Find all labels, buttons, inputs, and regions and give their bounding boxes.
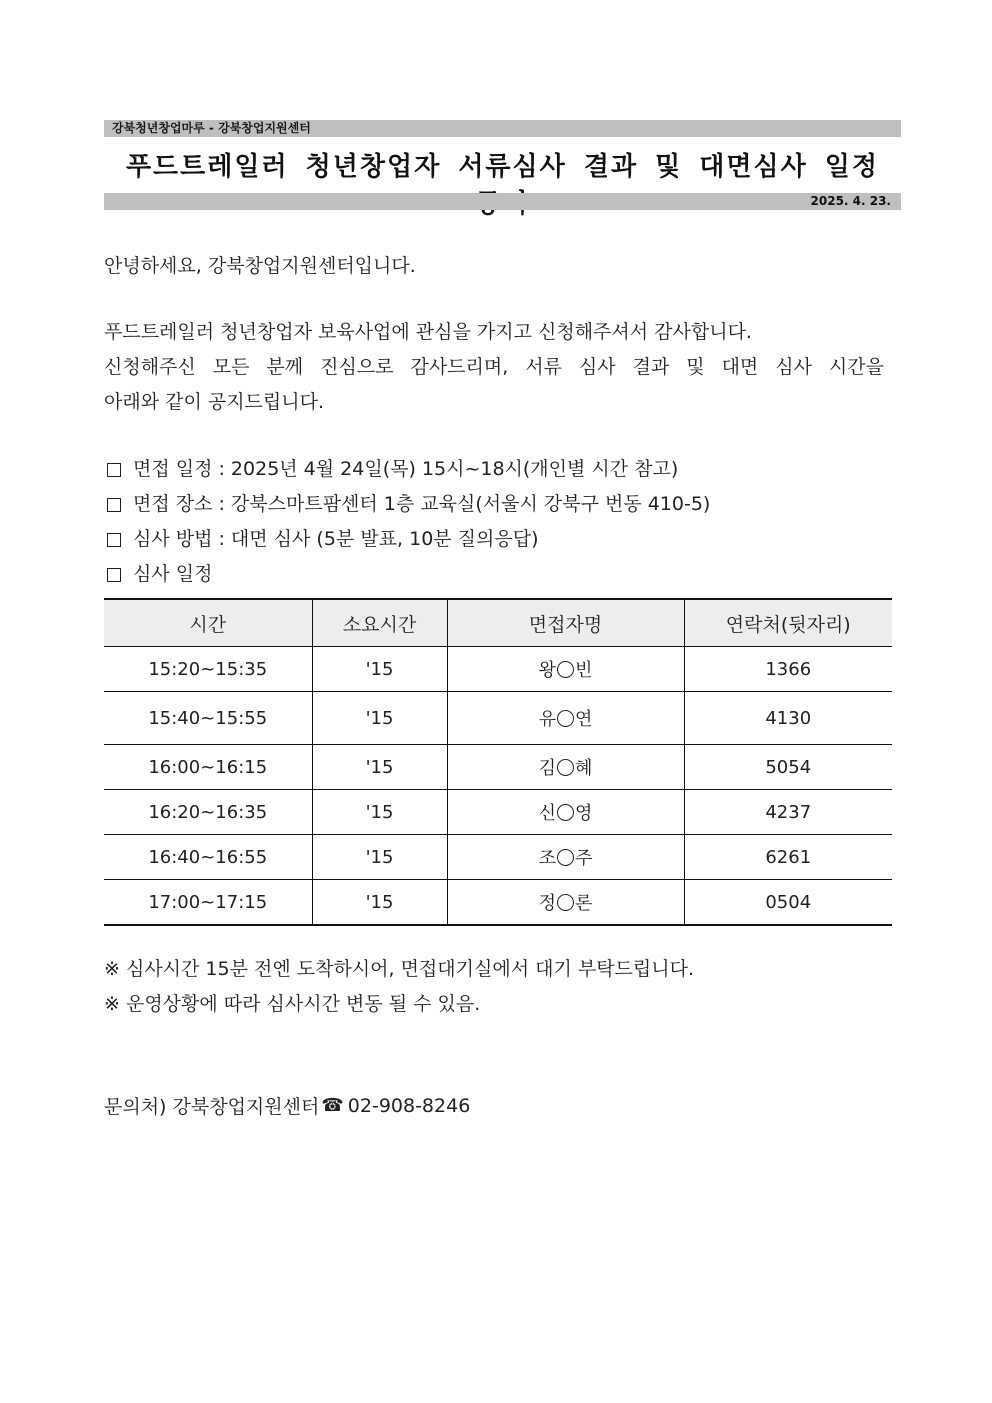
organization-bar	[104, 120, 901, 137]
name-last: 혜	[575, 758, 593, 779]
bullet-review-schedule	[104, 557, 884, 592]
cell-contact: 0504	[684, 880, 892, 926]
table-row	[104, 692, 892, 745]
name-last: 영	[575, 803, 593, 824]
greeting-text: 안녕하세요, 강북창업지원센터입니다.	[104, 255, 416, 277]
intro-line-3: 아래와 같이 공지드립니다.	[104, 391, 325, 413]
cell-time: 17:00~17:15	[104, 880, 312, 926]
bullet-text: 심사 일정	[133, 563, 213, 585]
name-last: 론	[575, 893, 593, 914]
cell-contact: 6261	[684, 835, 892, 880]
checkbox-square-icon	[107, 463, 121, 477]
table-row	[104, 745, 892, 790]
checkbox-square-icon	[107, 568, 121, 582]
checkbox-square-icon	[107, 498, 121, 512]
cell-duration: '15	[312, 835, 447, 880]
cell-time: 15:40~15:55	[104, 692, 312, 745]
contact-line	[104, 1088, 470, 1123]
cell-name	[447, 745, 684, 790]
name-first: 김	[538, 758, 556, 779]
cell-name	[447, 692, 684, 745]
page-title: 푸드트레일러 청년창업자 서류심사 결과 및 대면심사 일정	[125, 152, 880, 182]
date-bar	[104, 193, 901, 210]
cell-name	[447, 647, 684, 692]
masked-circle-icon	[557, 710, 574, 727]
notes-section	[104, 952, 694, 1022]
cell-duration: '15	[312, 880, 447, 926]
table-row	[104, 790, 892, 835]
name-last: 연	[575, 709, 593, 730]
name-first: 정	[538, 893, 556, 914]
cell-contact: 4130	[684, 692, 892, 745]
note-arrive-early: ※ 심사시간 15분 전엔 도착하시어, 면접대기실에서 대기 부탁드립니다.	[104, 958, 695, 980]
notice-date: 2025. 4. 23.	[810, 194, 891, 208]
organization-name: 강북청년창업마루 - 강북창업지원센터	[112, 121, 311, 135]
intro-paragraph	[104, 315, 884, 420]
intro-line-2: 신청해주신 모든 분께 진심으로 감사드리며, 서류 심사 결과 및 대면 심사 시간을	[104, 356, 884, 378]
cell-duration: '15	[312, 745, 447, 790]
masked-circle-icon	[557, 849, 574, 866]
cell-name	[447, 880, 684, 926]
cell-contact: 5054	[684, 745, 892, 790]
name-last: 빈	[575, 660, 593, 681]
cell-duration: '15	[312, 647, 447, 692]
table-header-row	[104, 599, 892, 647]
header-contact: 연락처(뒷자리)	[684, 599, 892, 647]
contact-label: 문의처) 강북창업지원센터	[104, 1096, 320, 1118]
cell-duration: '15	[312, 790, 447, 835]
table-row	[104, 647, 892, 692]
cell-contact: 1366	[684, 647, 892, 692]
bullet-text: 심사 방법 : 대면 심사 (5분 발표, 10분 질의응답)	[133, 528, 539, 550]
name-first: 신	[538, 803, 556, 824]
masked-circle-icon	[557, 804, 574, 821]
bullet-text: 면접 일정 : 2025년 4월 24일(목) 15시~18시(개인별 시간 참고)	[133, 458, 679, 480]
bullet-review-method	[104, 522, 884, 557]
cell-time: 16:40~16:55	[104, 835, 312, 880]
masked-circle-icon	[557, 661, 574, 678]
cell-time: 16:20~16:35	[104, 790, 312, 835]
intro-line-1: 푸드트레일러 청년창업자 보육사업에 관심을 가지고 신청해주셔서 감사합니다.	[104, 321, 752, 343]
masked-circle-icon	[557, 894, 574, 911]
table-row	[104, 880, 892, 926]
cell-name	[447, 790, 684, 835]
header-time: 시간	[104, 599, 312, 647]
name-first: 조	[538, 848, 556, 869]
bullet-interview-place	[104, 487, 884, 522]
bullet-text: 면접 장소 : 강북스마트팜센터 1층 교육실(서울시 강북구 번동 410-5)	[133, 493, 711, 515]
masked-circle-icon	[557, 759, 574, 776]
name-first: 왕	[538, 660, 556, 681]
schedule-table	[104, 598, 892, 926]
contact-phone: 02-908-8246	[347, 1094, 471, 1117]
cell-name	[447, 835, 684, 880]
info-bullet-list	[104, 452, 884, 592]
header-name: 면접자명	[447, 599, 684, 647]
header-duration: 소요시간	[312, 599, 447, 647]
cell-time: 16:00~16:15	[104, 745, 312, 790]
note-schedule-change: ※ 운영상황에 따라 심사시간 변동 될 수 있음.	[104, 993, 481, 1015]
phone-icon: ☎	[321, 1095, 344, 1116]
name-first: 유	[538, 709, 556, 730]
table-row	[104, 835, 892, 880]
name-last: 주	[575, 848, 593, 869]
checkbox-square-icon	[107, 533, 121, 547]
greeting-paragraph	[104, 249, 884, 284]
cell-contact: 4237	[684, 790, 892, 835]
cell-duration: '15	[312, 692, 447, 745]
bullet-interview-date	[104, 452, 884, 487]
cell-time: 15:20~15:35	[104, 647, 312, 692]
